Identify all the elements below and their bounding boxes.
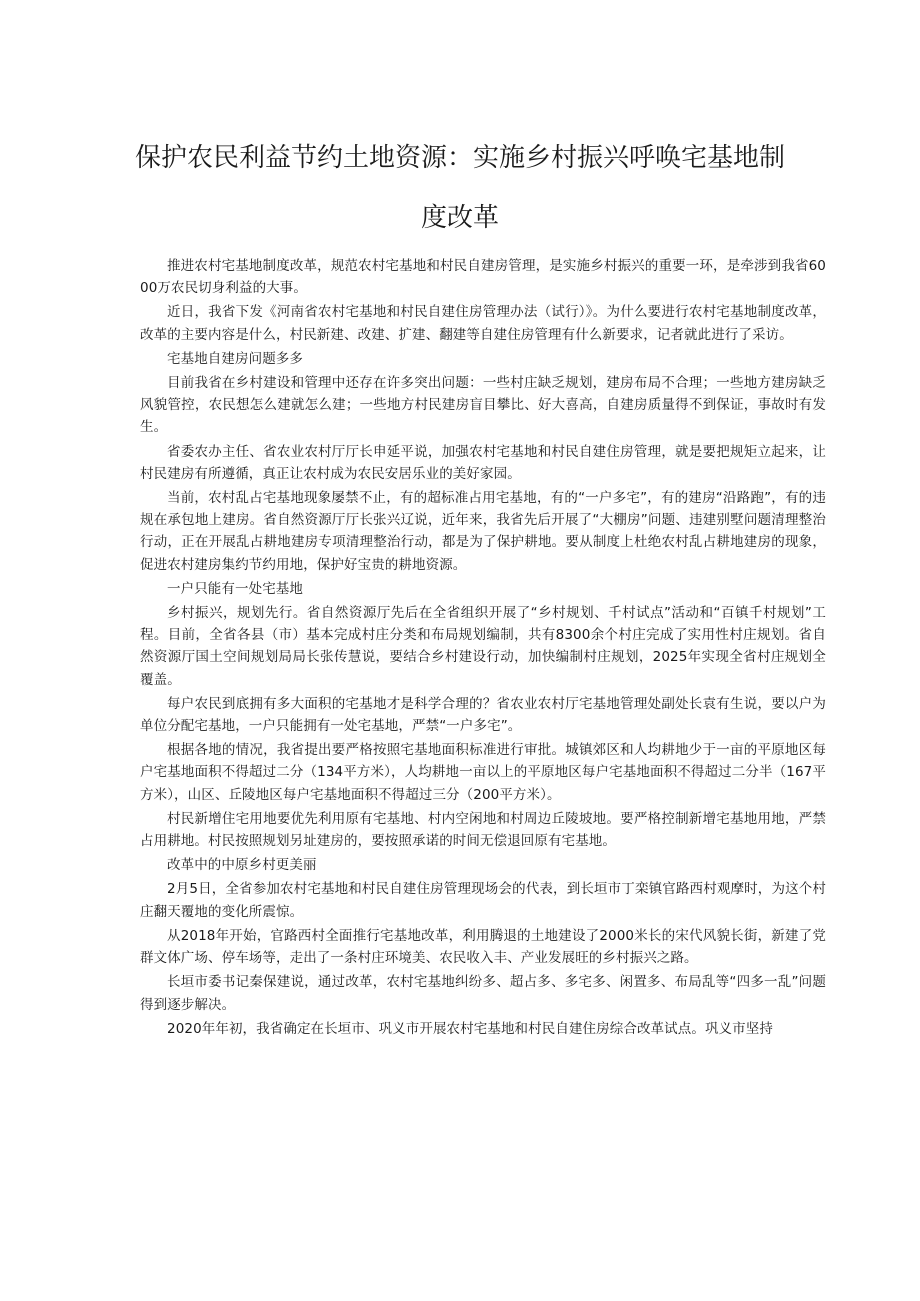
paragraph: 村民新增住宅用地要优先利用原有宅基地、村内空闲地和村周边丘陵坡地。要严格控制新增宅基地用地，严禁占用耕地。村民按照规划另址建房的，要按照承诺的时间无偿退回原有宅基地。 xyxy=(140,810,826,850)
article-body xyxy=(140,255,826,1040)
paragraph: 根据各地的情况，我省提出要严格按照宅基地面积标准进行审批。城镇郊区和人均耕地少于一亩的平原地区每户宅基地面积不得超过二分（134平方米），人均耕地一亩以上的平原地区每户宅基地面积不得超过二分半（167平方米），山区、丘陵地区每户宅基地面积不得超过三分（200平方米）。 xyxy=(140,742,826,803)
section-heading: 改革中的中原乡村更美丽 xyxy=(167,857,317,874)
paragraph: 推进农村宅基地制度改革，规范农村宅基地和村民自建房管理，是实施乡村振兴的重要一环，是牵涉到我省6000万农民切身利益的大事。 xyxy=(140,258,826,297)
paragraph: 当前，农村乱占宅基地现象屡禁不止，有的超标准占用宅基地，有的“一户多宅”，有的建房“沿路跑”，有的违规在承包地上建房。省自然资源厅厅长张兴辽说，近年来，我省先后开展了“大棚房”问题、违建别墅问题清理整治行动，正在开展乱占耕地建房专项清理整治行动，都是为了保护耕地。要从制度上杜绝农村乱占耕地建房的现象，促进农村建房集约节约用地，保护好宝贵的耕地资源。 xyxy=(140,490,826,573)
paragraph: 2020年年初，我省确定在长垣市、巩义市开展农村宅基地和村民自建住房综合改革试点。巩义市坚持 xyxy=(167,1020,773,1037)
paragraph: 从2018年开始，官路西村全面推行宅基地改革，利用腾退的土地建设了2000米长的宋代风貌长街，新建了党群文体广场、停车场等，走出了一条村庄环境美、农民收入丰、产业发展旺的乡村振兴之路。 xyxy=(140,927,826,967)
paragraph: 2月5日，全省参加农村宅基地和村民自建住房管理现场会的代表，到长垣市丁栾镇官路西村观摩时，为这个村庄翻天覆地的变化所震惊。 xyxy=(140,881,826,920)
section-heading: 宅基地自建房问题多多 xyxy=(167,350,303,367)
paragraph: 目前我省在乡村建设和管理中还存在许多突出问题：一些村庄缺乏规划，建房布局不合理；一些地方建房缺乏风貌管控，农民想怎么建就怎么建；一些地方村民建房盲目攀比、好大喜高，自建房质量得不到保证，事故时有发生。 xyxy=(140,375,826,436)
paragraph: 乡村振兴，规划先行。省自然资源厅先后在全省组织开展了“乡村规划、千村试点”活动和“百镇千村规划”工程。目前，全省各县（市）基本完成村庄分类和布局规划编制，共有8300余个村庄完成了实用性村庄规划。省自然资源厅国土空间规划局局长张传慧说，要结合乡村建设行动，加快编制村庄规划，2025年实现全省村庄规划全覆盖。 xyxy=(140,605,826,688)
title-line-2: 度改革 xyxy=(420,203,499,233)
paragraph: 长垣市委书记秦保建说，通过改革，农村宅基地纠纷多、超占多、多宅多、闲置多、布局乱等“四多一乱”问题得到逐步解决。 xyxy=(140,974,826,1013)
section-heading: 一户只能有一处宅基地 xyxy=(167,580,303,597)
paragraph: 近日，我省下发《河南省农村宅基地和村民自建住房管理办法（试行）》。为什么要进行农村宅基地制度改革，改革的主要内容是什么，村民新建、改建、扩建、翻建等自建住房管理有什么新要求，记者就此进行了采访。 xyxy=(140,304,826,343)
paragraph: 每户农民到底拥有多大面积的宅基地才是科学合理的？省农业农村厅宅基地管理处副处长袁有生说，要以户为单位分配宅基地，一户只能拥有一处宅基地，严禁“一户多宅”。 xyxy=(140,695,826,735)
paragraph: 省委农办主任、省农业农村厅厅长申延平说，加强农村宅基地和村民自建住房管理，就是要把规矩立起来，让村民建房有所遵循，真正让农村成为农民安居乐业的美好家园。 xyxy=(140,443,826,482)
title-line-1: 保护农民利益节约土地资源：实施乡村振兴呼唤宅基地制 xyxy=(134,143,785,173)
article-title xyxy=(120,128,800,248)
